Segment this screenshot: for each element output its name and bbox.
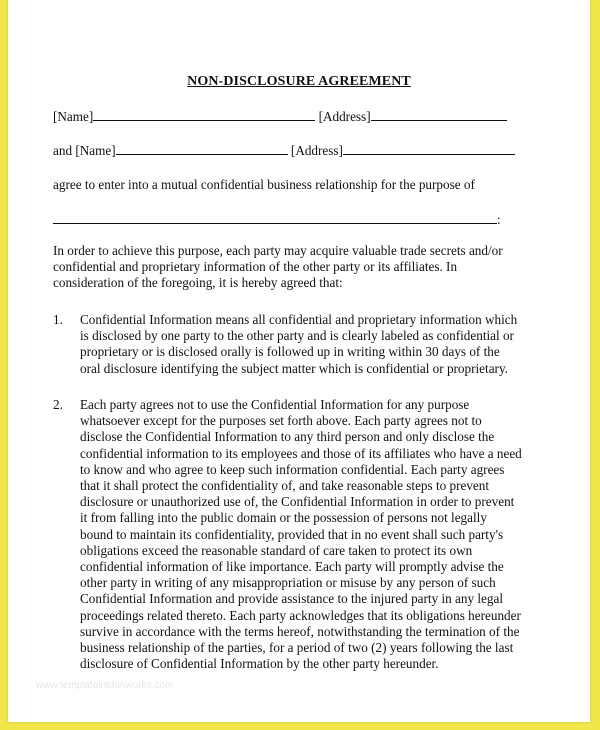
clause-number: 2. bbox=[53, 397, 63, 412]
name-blank[interactable] bbox=[93, 110, 315, 121]
intro-paragraph: In order to achieve this purpose, each party may acquire valuable trade secrets and/or confidential and proprietary information of the other party or its affiliates. In consideration of the foregoing, it is hereby agreed that: bbox=[53, 243, 503, 291]
document-page bbox=[8, 0, 590, 722]
address-label: [Address] bbox=[290, 143, 343, 158]
clause-text: Each party agrees not to use the Confidential Information for any purpose whatsoever except for the purposes set forth above. Each party agrees not to disclose the Confidential Information to any third person and only disclose the confidential information to its employees and those of its affiliates who have a need to know and who agree to keep such information confidential. Each party agrees that it shall protect the confidentiality of, and take reasonable steps to prevent disclosure or unauthorized use of, the Confidential Information in order to prevent it from falling into the public domain or the possession of persons not legally bound to maintain its confidentiality, provided that in no event shall such party's obligations exceed the reasonable standard of care taken to protect its own confidential information of like importance. Each party will promptly advise the other party in writing of any misappropriation or misuse by any person of such Confidential Information and provide assistance to the injured party in any legal proceedings related thereto. Each party acknowledges that its obligations hereunder survive in accordance with the terms hereof, notwithstanding the termination of the business relationship of the parties, for a period of two (2) years following the last disclosure of Confidential Information by the other party hereunder. bbox=[80, 397, 522, 672]
document-title: NON-DISCLOSURE AGREEMENT bbox=[187, 74, 411, 89]
address-blank[interactable] bbox=[371, 110, 507, 121]
purpose-text: agree to enter into a mutual confidential business relationship for the purpose of bbox=[53, 177, 475, 192]
clause-text: Confidential Information means all confidential and proprietary information which is disclosed by one party to the other party and is clearly labeled as confidential or proprietary or is disclosed orally is followed up in writing within 30 days of the oral disclosure identifying the subject matter which is confidential or proprietary. bbox=[80, 312, 518, 376]
purpose-blank[interactable] bbox=[53, 213, 497, 224]
address-label: [Address] bbox=[318, 109, 371, 124]
party-one-line bbox=[53, 109, 507, 125]
purpose-end: : bbox=[497, 212, 501, 227]
address-blank[interactable] bbox=[343, 144, 515, 155]
name-blank[interactable] bbox=[116, 144, 288, 155]
name-label: [Name] bbox=[75, 143, 116, 158]
name-label: [Name] bbox=[53, 109, 94, 124]
party-two-line bbox=[53, 143, 515, 159]
clause-number: 1. bbox=[53, 312, 63, 327]
purpose-line bbox=[53, 212, 501, 228]
and-text: and bbox=[53, 143, 76, 158]
watermark: www.templateintdanworks.com bbox=[36, 680, 174, 691]
